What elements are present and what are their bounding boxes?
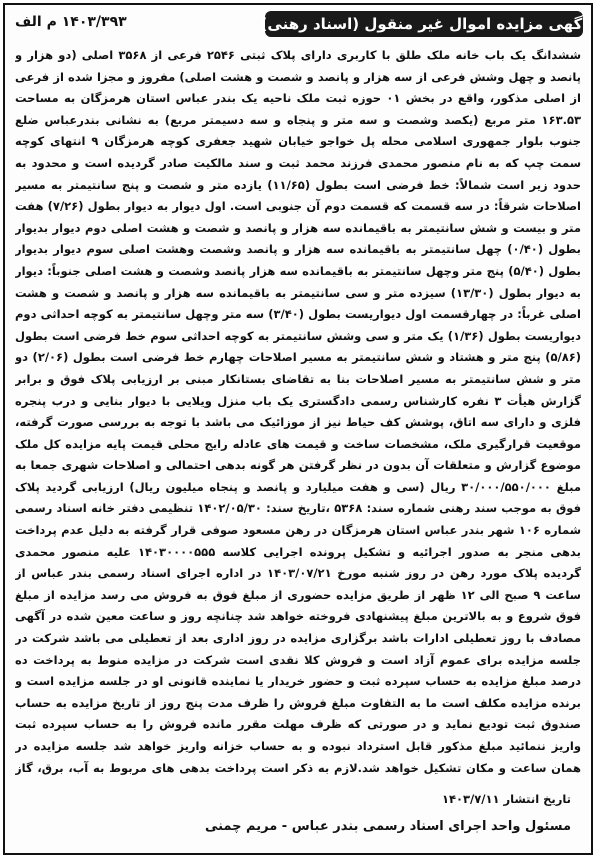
notice-header (13, 11, 588, 37)
signature-line: مسئول واحد اجرای اسناد رسمی بندر عباس - مریم چمنی (204, 819, 571, 834)
publication-date: تاریخ انتشار ۱۴۰۳/۷/۱۱ (441, 792, 571, 806)
notice-body-text: ششدانگ یک باب خانه ملک طلق با کاربری دارای پلاک ثبتی ۲۵۴۶ فرعی از ۳۵۶۸ اصلی (دو هزار و پانصد و چهل وشش فرعی از سه هزار و پانصد و شصت و هشت اصلی) مفروز و مجزا شده از فرعی از اصلی مذکور، واقع در بخش ۰۱ حوزه ثبت ملک ناحیه یک بندر عباس استان هرمزگان به مساحت ۱۶۳.۵۳ متر مربع (یکصد وشصت و سه متر و پنجاه و سه دسیمتر مربع) به نشانی بندرعباس ضلع جنوب بلوار جمهوری اسلامی محله پل خواجو خیابان شهید جعفری کوچه هرمزگان ۹ انتهای کوچه سمت چپ که به نام منصور محمدی فرزند محمد ثبت و سند مالکیت صادر گردیده است و محدود به حدود زیر است شمالاً: خط فرضی است بطول (۱۱/۶۵) یازده متر و شصت و پنج سانتیمتر به مسیر اصلاحات شرقاً: در سه قسمت که قسمت دوم آن جنوبی است. اول دیوار به دیوار بطول (۷/۲۶) هفت متر و بیست و شش سانتیمتر به باقیمانده سه هزار و پانصد و شصت و هشت اصلی دوم دیوار بدیوار بطول (۰/۴۰) چهل سانتیمتر به باقیمانده سه هزار و پانصد وشصت وهشت اصلی سوم دیوار بدیوار بطول (۵/۴۰) پنج متر وچهل سانتیمتر به باقیمانده سه هزار پانصد وشصت و هشت اصلی جنوباً: دیوار به دیوار بطول (۱۳/۳۰) سیزده متر و سی سانتیمتر به باقیمانده سه هزار و پانصد و شصت و هشت اصلی غرباً: در چهارقسمت اول دیواریست بطول (۳/۴۰) سه متر وچهل سانتیمتر به کوچه احداثی دوم دیواریست بطول (۱/۳۶) یک متر و سی وشش سانتیمتر به کوچه احداثی سوم خط فرضی است بطول (۵/۸۶) پنج متر و هشتاد و شش سانتیمتر به مسیر اصلاحات چهارم خط فرضی است بطول (۲/۰۶) دو متر و شش سانتیمتر به مسیر اصلاحات بنا به تقاضای بستانکار مبنی بر ارزیابی پلاک فوق و برابر گزارش هیأت ۳ نفره کارشناس رسمی دادگستری یک باب منزل ویلایی با دیوار بنایی و درب پنجره فلزی و دارای سه اتاق، پوشش کف حیاط نیز از موزائیک می باشد با توجه به بررسی صورت گرفته، موقعیت قرارگیری ملک، مشخصات ساخت و قیمت های عادله رایج محلی قیمت پایه مزایده کل ملک موضوع گزارش و متعلقات آن بدون در نظر گرفتن هر گونه بدهی احتمالی و اصلاحات شهری جمعا به مبلغ ۳۰/۰۰۰/۵۵۰/۰۰۰ ریال (سی و هفت میلیارد و پانصد و پنجاه میلیون ریال) ارزیابی گردید پلاک فوق به موجب سند رهنی شماره سند: ۵۳۶۸ ،تاریخ سند: ۱۴۰۲/۰۵/۳۰ تنظیمی دفتر خانه اسناد رسمی شماره ۱۰۶ شهر بندر عباس استان هرمزگان در رهن مسعود صوفی قرار گرفته به دلیل عدم پرداخت بدهی منجر به صدور اجرائیه و تشکیل پرونده اجرایی کلاسه ۱۴۰۳۰۰۰۰۵۵۵ علیه منصور محمدی گردیده پلاک مورد رهن در روز شنبه مورخ ۱۴۰۳/۰۷/۲۱ در اداره اجرای اسناد رسمی بندر عباس از ساعت ۹ صبح الی ۱۲ ظهر از طریق مزایده حضوری از مبلغ فوق به فروش می رسد مزایده از مبلغ فوق شروع و به بالاترین مبلغ پیشنهادی فروخته خواهد شد چنانچه روز و ساعت معین شده در آگهی مصادف با روز تعطیلی ادارات باشد برگزاری مزایده در روز اداری بعد از تعطیلی می باشد شرکت در جلسه مزایده برای عموم آزاد است و فروش کلا نقدی است شرکت در مزایده منوط به پرداخت ده درصد مبلغ مزایده به حساب سپرده ثبت و حضور خریدار یا نماینده قانونی او در جلسه مزایده است و برنده مزایده مکلف است ما به التفاوت مبلغ فروش را ظرف مدت پنج روز از تاریخ مزایده به حساب صندوق ثبت تودیع نماید و در صورتی که ظرف مهلت مقرر مانده فروش را به حساب سپرده ثبت واریز ننمائید مبلغ مذکور قابل استرداد نبوده و به حساب خزانه واریز خواهد شد جلسه مزایده در همان ساعت و مکان تشکیل خواهد شد.لازم به ذکر است پرداخت بدهی های مربوط به آب، برق، گاز (15, 48, 581, 775)
notice-title: آگهی مزایده اموال غیر منقول (اسناد رهنی) (260, 15, 588, 33)
notice-page (3, 3, 593, 855)
reference-number: ۱۴۰۳/۳۹۳ م الف (15, 14, 127, 30)
notice-title-box (260, 11, 588, 37)
